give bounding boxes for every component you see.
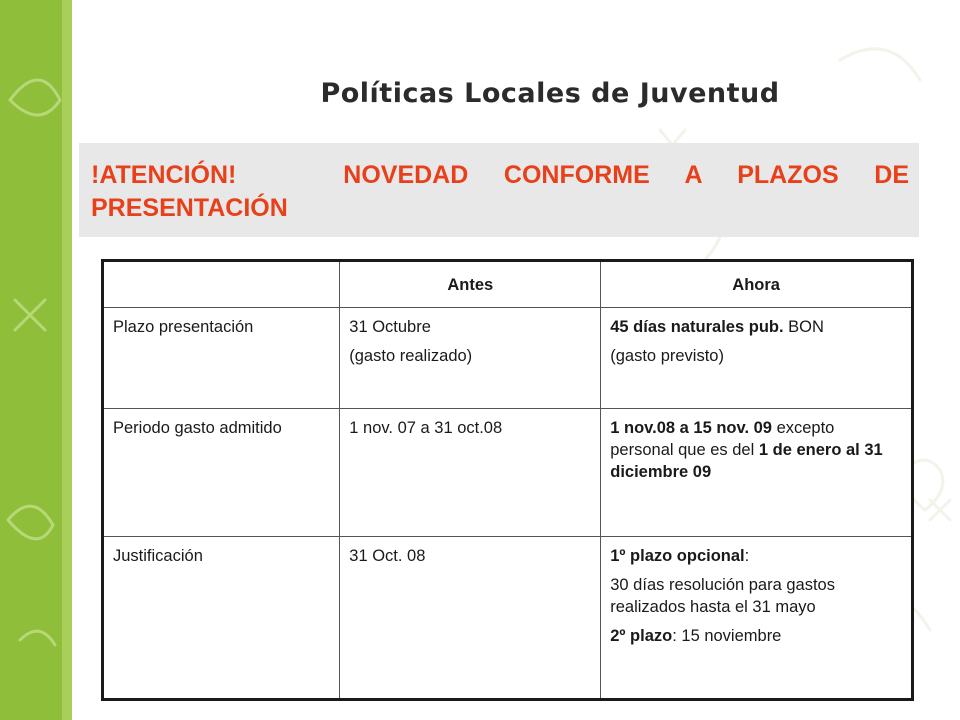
cell-text: excepto personal que es del [610,419,835,459]
cell-text: 30 días resolución para gastos realizados hasta el 31 mayo [610,576,835,616]
table-row [103,409,913,537]
cell-ahora [601,308,913,409]
cell-antes: 31 Oct. 08 [340,537,601,700]
cell-text: BON [783,318,824,336]
table-row [103,537,913,700]
comparison-table [101,259,914,701]
row-label: Periodo gasto admitido [103,409,340,537]
header-ahora: Ahora [601,261,913,308]
cell-antes [340,308,601,409]
cell-antes: 1 nov. 07 a 31 oct.08 [340,409,601,537]
cell-text-bold: 2º plazo [610,627,673,645]
header-empty [103,261,340,308]
cell-text-bold: 1º plazo opcional [610,547,745,565]
cell-ahora [601,537,913,700]
cell-text-bold: 45 días naturales pub. [610,318,784,336]
page-title: Políticas Locales de Juventud [320,78,780,109]
table-header-row [103,261,913,308]
cell-text: (gasto previsto) [610,347,724,365]
notice-attention: !ATENCIÓN! [91,161,237,189]
row-label: Plazo presentación [103,308,340,409]
cell-text: : 15 noviembre [672,627,782,645]
cell-text-bold: 1 nov.08 a 15 nov. 09 [610,419,772,437]
cell-ahora [601,409,913,537]
cell-text: 31 Octubre [349,318,431,336]
notice-text: NOVEDAD CONFORME A PLAZOS DE PRESENTACIÓN [91,161,909,222]
table-row [103,308,913,409]
cell-text: : [744,547,750,565]
row-label: Justificación [103,537,340,700]
header-antes: Antes [340,261,601,308]
cell-text: (gasto realizado) [349,347,473,365]
notice-banner [79,143,919,237]
cell-text-bold: 1 de enero al 31 diciembre 09 [610,441,883,481]
